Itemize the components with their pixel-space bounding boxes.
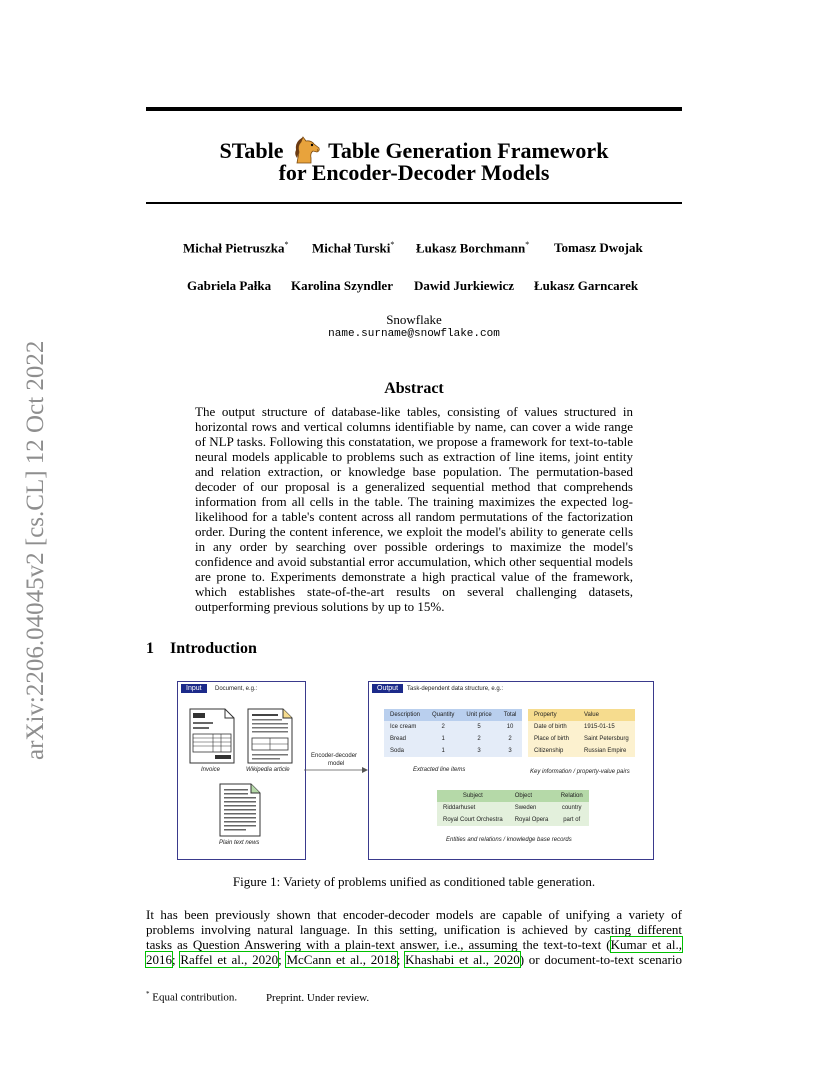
title-bottom-rule: [146, 202, 682, 204]
table-row: Place of birth Saint Petersburg: [528, 733, 635, 745]
key-value-caption: Key information / property-value pairs: [530, 769, 630, 775]
table-row: Date of birth 1915-01-15: [528, 721, 635, 733]
table-row: Citizenship Russian Empire: [528, 745, 635, 757]
affiliation: Snowflake: [386, 312, 442, 327]
section-number: 1: [146, 640, 154, 657]
body-line: 2016; Raffel et al., 2020; McCann et al., 2018; Khashabi et al., 2020) or document-to-text scenario: [146, 952, 682, 967]
table-row: Soda 1 3 3: [384, 745, 522, 757]
title-part1: STable: [219, 138, 284, 163]
footnote-extra: Preprint. Under review.: [265, 991, 370, 1004]
citation-link[interactable]: 2016: [146, 952, 172, 967]
author: Tomasz Dwojak: [554, 240, 643, 255]
author: Łukasz Garncarek: [534, 278, 639, 293]
author: Gabriela Pałka: [187, 278, 272, 293]
table-row: Property Value: [528, 709, 635, 721]
output-tag: Output: [372, 684, 403, 693]
body-line: problems involving natural language. In this setting, unification is achieved by casting different: [146, 922, 682, 937]
paper-title-line2: for Encoder-Decoder Models: [278, 160, 550, 185]
abstract-heading: Abstract: [384, 380, 444, 397]
doc-label-news: Plain text news: [219, 840, 260, 846]
citation-link[interactable]: McCann et al., 2018: [286, 952, 397, 967]
arxiv-stamp: arXiv:2206.04045v2 [cs.CL] 12 Oct 2022: [22, 340, 49, 760]
author: Dawid Jurkiewicz: [414, 278, 515, 293]
horse-icon: [289, 134, 323, 162]
line-items-caption: Extracted line items: [413, 767, 466, 773]
key-value-table: [528, 709, 635, 757]
author: Łukasz Borchmann*: [416, 240, 530, 256]
author: Michał Turski*: [312, 240, 395, 256]
citation-link[interactable]: Kumar et al.,: [610, 937, 682, 952]
table-row: Royal Court Orchestra Royal Opera part of: [437, 814, 589, 826]
model-label-1: Encoder-decoder: [311, 753, 358, 759]
footnote-text: Equal contribution.: [152, 991, 238, 1004]
relations-caption: Entities and relations / knowledge base records: [446, 837, 572, 843]
table-row: Ice cream 2 5 10: [384, 721, 522, 733]
table-row: Subject Object Relation: [437, 790, 589, 802]
output-desc: Task-dependent data structure, e.g.:: [407, 686, 504, 692]
body-line: tasks as Question Answering with a plain-text answer, i.e., assuming the text-to-text (Kumar et al.,: [146, 937, 682, 952]
author: Michał Pietruszka*: [183, 240, 289, 256]
doc-label-invoice: Invoice: [201, 767, 221, 773]
line-items-table: [384, 709, 522, 757]
footnote-mark: *: [146, 990, 150, 998]
email: name.surname@snowflake.com: [328, 328, 500, 340]
table-row: Bread 1 2 2: [384, 733, 522, 745]
table-row: Riddarhuset Sweden country: [437, 802, 589, 814]
author: Karolina Szyndler: [291, 278, 393, 293]
doc-label-wikipedia: Wikipedia article: [246, 767, 290, 773]
input-desc: Document, e.g.:: [215, 686, 258, 692]
abstract-text: The output structure of database-like tables, consisting of values structured in horizontal rows and vertical columns identifiable by name, can cover a wide range of NLP tasks. Following this constatation, we propose a framework for text-to-table neural models applicable to problems such as extraction of line items, joint entity and relation extraction, or knowledge base population. The permutation-based decoder of our proposal is a generalized sequential method that comprehends information from all cells in the table. The training maximizes the expected log-likelihood for a table's content across all random permutations of the factorization order. During the content inference, we exploit the model's ability to generate cells in any order by searching over possible orderings to maximize the model's confidence and avoid substantial error accumulation, which other sequential models are prone to. Experiments demonstrate a high practical value of the framework, which establishes state-of-the-art results on several challenging datasets, outperforming previous solutions by up to 15%.: [195, 404, 633, 614]
table-row: Description Quantity Unit price Total: [384, 709, 522, 721]
citation-link[interactable]: Khashabi et al., 2020: [405, 952, 520, 967]
citation-link[interactable]: Raffel et al., 2020: [180, 952, 279, 967]
body-line: It has been previously shown that encoder-decoder models are capable of unifying a variety of: [146, 907, 682, 922]
footnote: [146, 990, 369, 1004]
figure-caption: Figure 1: Variety of problems unified as conditioned table generation.: [232, 874, 596, 889]
news-icon: [219, 783, 261, 837]
invoice-icon: [189, 708, 235, 764]
model-label-2: model: [328, 761, 345, 767]
section-heading: [146, 640, 257, 658]
arrow-icon: [304, 766, 370, 774]
title-top-rule: [146, 107, 682, 111]
relations-table: [437, 790, 589, 826]
article-icon: [247, 708, 293, 764]
input-tag: Input: [181, 684, 207, 693]
section-title: Introduction: [170, 640, 257, 657]
title-part2: Table Generation Framework: [328, 138, 609, 163]
